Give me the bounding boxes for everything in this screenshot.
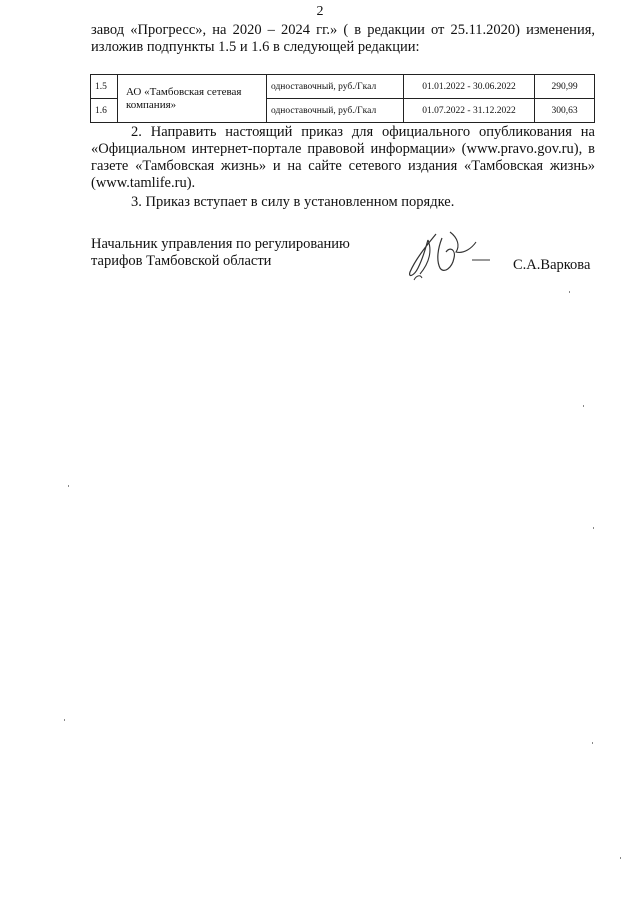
paragraph-3: 3. Приказ вступает в силу в установленном порядке. bbox=[131, 194, 455, 210]
intro-text bbox=[91, 22, 595, 56]
scan-speck bbox=[620, 857, 621, 859]
signer-title-line-1: Начальник управления по регулированию bbox=[91, 236, 350, 252]
tariff-type-cell: одноставочный, руб./Гкал bbox=[267, 99, 404, 123]
scan-speck bbox=[592, 742, 593, 744]
paragraph-2: 2. Направить настоящий приказ для официального опубликования на «Официальном интернет-портале правовой информации» (www.pravo.gov.ru), в газете «Тамбовская жизнь» и на сайте сетевого издания «Тамбовская жизнь» (www.tamlife.ru). bbox=[91, 124, 595, 191]
scan-speck bbox=[68, 485, 69, 487]
page-number: 2 bbox=[316, 4, 324, 19]
signer-title-line-2: тарифов Тамбовской области bbox=[91, 253, 272, 269]
intro-line-2: изложив подпункты 1.5 и 1.6 в следующей редакции: bbox=[91, 39, 420, 55]
period-cell: 01.01.2022 - 30.06.2022 bbox=[404, 75, 535, 99]
handwritten-signature bbox=[406, 228, 496, 284]
period-cell: 01.07.2022 - 31.12.2022 bbox=[404, 99, 535, 123]
scan-speck bbox=[583, 405, 584, 407]
table-row bbox=[91, 75, 595, 99]
intro-line-1: завод «Прогресс», на 2020 – 2024 гг.» ( в редакции от 25.11.2020) изменения, bbox=[91, 22, 595, 38]
tariff-type-cell: одноставочный, руб./Гкал bbox=[267, 75, 404, 99]
signer-title bbox=[91, 236, 350, 270]
row-number: 1.6 bbox=[91, 99, 118, 123]
scan-speck bbox=[569, 291, 570, 293]
tariff-table bbox=[90, 74, 595, 123]
organization-cell: АО «Тамбовская сетевая компания» bbox=[118, 75, 267, 123]
row-number: 1.5 bbox=[91, 75, 118, 99]
price-cell: 290,99 bbox=[535, 75, 595, 99]
price-cell: 300,63 bbox=[535, 99, 595, 123]
scan-speck bbox=[64, 719, 65, 721]
scan-speck bbox=[593, 527, 594, 529]
signer-name: С.А.Варкова bbox=[513, 257, 591, 273]
